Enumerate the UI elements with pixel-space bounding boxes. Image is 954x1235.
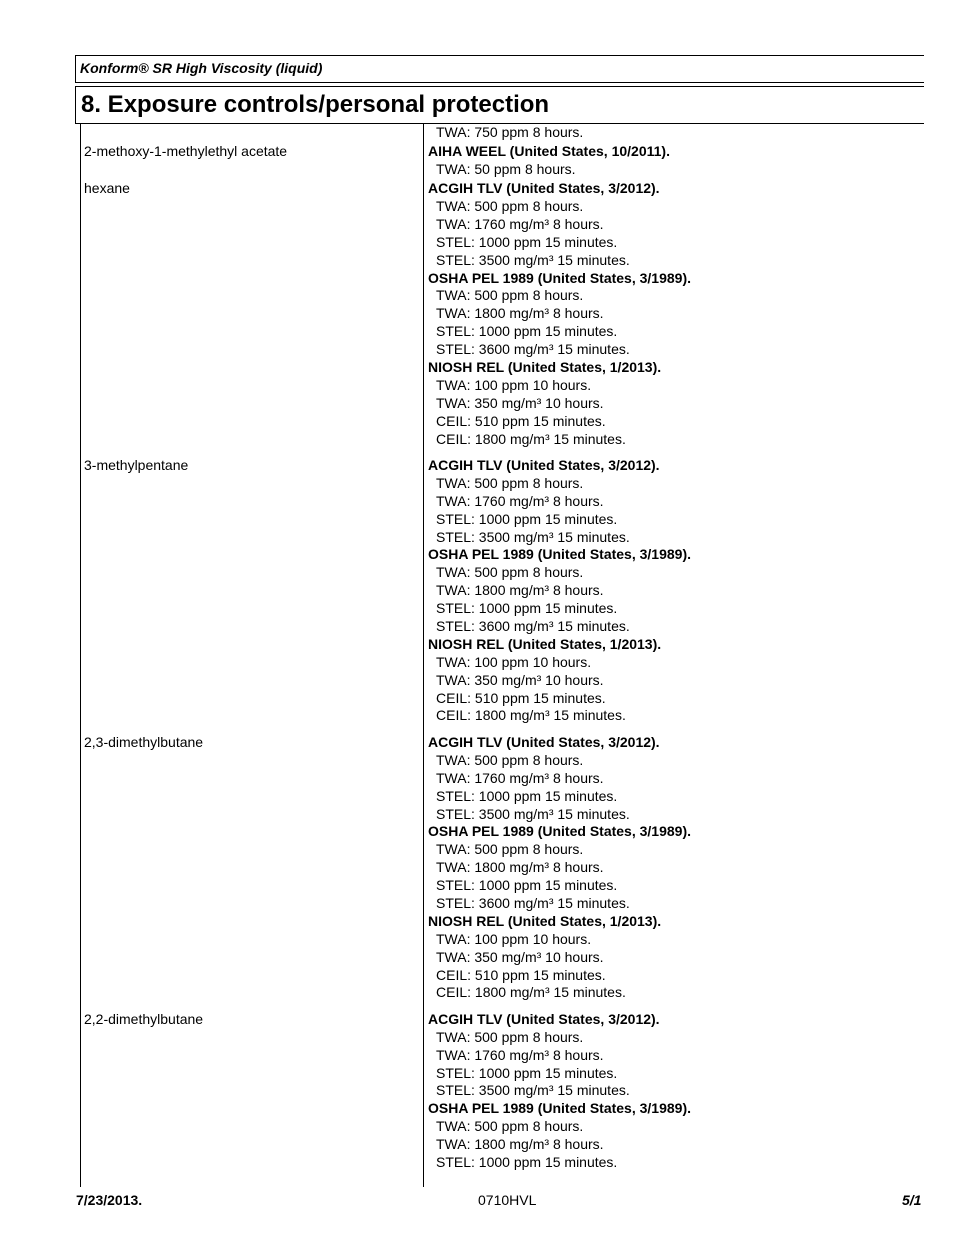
carryover-group	[84, 124, 924, 142]
limit-source-heading: NIOSH REL (United States, 1/2013).	[428, 358, 662, 375]
limit-value: TWA: 1760 mg/m³ 8 hours.	[436, 769, 604, 786]
limit-source-heading: ACGIH TLV (United States, 3/2012).	[428, 1010, 660, 1027]
limit-value: TWA: 1760 mg/m³ 8 hours.	[436, 492, 604, 509]
limit-source-heading: ACGIH TLV (United States, 3/2012).	[428, 733, 660, 750]
limit-value: STEL: 3600 mg/m³ 15 minutes.	[436, 341, 630, 358]
footer-product-code: 0710HVL	[478, 1192, 537, 1208]
limit-source-heading: OSHA PEL 1989 (United States, 3/1989).	[428, 1100, 691, 1117]
limit-value: TWA: 50 ppm 8 hours.	[436, 160, 576, 177]
limit-value: TWA: 350 mg/m³ 10 hours.	[436, 394, 604, 411]
limit-value: TWA: 1800 mg/m³ 8 hours.	[436, 1136, 604, 1153]
chemical-name: hexane	[84, 180, 130, 197]
limit-value: CEIL: 1800 mg/m³ 15 minutes.	[436, 707, 626, 724]
limit-value: STEL: 3500 mg/m³ 15 minutes.	[436, 805, 630, 822]
limit-value: TWA: 100 ppm 10 hours.	[436, 653, 592, 670]
exposure-limits	[428, 143, 928, 179]
limit-value: STEL: 1000 ppm 15 minutes.	[436, 600, 618, 617]
chemical-row	[84, 1011, 924, 1172]
chemical-name: 3-methylpentane	[84, 457, 189, 473]
limit-value: TWA: 500 ppm 8 hours.	[436, 474, 584, 491]
limit-value: TWA: 1760 mg/m³ 8 hours.	[436, 1046, 604, 1063]
limit-value: TWA: 500 ppm 8 hours.	[436, 287, 584, 304]
limit-value: STEL: 1000 ppm 15 minutes.	[436, 877, 618, 894]
chemical-name: 2,2-dimethylbutane	[84, 1010, 204, 1027]
product-name: Konform® SR High Viscosity (liquid)	[75, 55, 924, 83]
limit-value: STEL: 3600 mg/m³ 15 minutes.	[436, 618, 630, 635]
limit-source-heading: ACGIH TLV (United States, 3/2012).	[428, 457, 660, 473]
limit-value: CEIL: 510 ppm 15 minutes.	[436, 412, 606, 429]
chemical-name: 2-methoxy-1-methylethyl acetate	[84, 143, 288, 160]
limit-source-heading: OSHA PEL 1989 (United States, 3/1989).	[428, 823, 691, 840]
limit-value: TWA: 1800 mg/m³ 8 hours.	[436, 305, 604, 322]
limit-source-heading: NIOSH REL (United States, 1/2013).	[428, 912, 662, 929]
chemical-row	[84, 180, 924, 448]
limit-value: STEL: 1000 ppm 15 minutes.	[436, 510, 618, 527]
limit-source-heading: NIOSH REL (United States, 1/2013).	[428, 635, 662, 652]
limit-value: STEL: 3500 mg/m³ 15 minutes.	[436, 528, 630, 545]
limit-value: TWA: 1800 mg/m³ 8 hours.	[436, 582, 604, 599]
exposure-limits-table	[84, 124, 924, 1172]
chemical-name: 2,3-dimethylbutane	[84, 733, 204, 750]
limit-value: CEIL: 510 ppm 15 minutes.	[436, 689, 606, 706]
limit-value: TWA: 100 ppm 10 hours.	[436, 376, 592, 393]
carryover-limits	[428, 124, 928, 142]
limit-value: TWA: 350 mg/m³ 10 hours.	[436, 948, 604, 965]
limit-value: TWA: 350 mg/m³ 10 hours.	[436, 671, 604, 688]
exposure-limits	[428, 734, 928, 1002]
limit-value: TWA: 1760 mg/m³ 8 hours.	[436, 215, 604, 232]
limit-value: TWA: 500 ppm 8 hours.	[436, 1028, 584, 1045]
limit-value: TWA: 750 ppm 8 hours.	[436, 124, 584, 140]
limit-value: STEL: 3600 mg/m³ 15 minutes.	[436, 894, 630, 911]
footer-page-number: 5/1	[902, 1192, 922, 1208]
limit-source-heading: OSHA PEL 1989 (United States, 3/1989).	[428, 546, 691, 563]
limit-value: STEL: 1000 ppm 15 minutes.	[436, 1154, 618, 1171]
exposure-limits	[428, 1011, 928, 1172]
limit-value: TWA: 500 ppm 8 hours.	[436, 197, 584, 214]
chemical-row	[84, 143, 924, 179]
limit-value: STEL: 1000 ppm 15 minutes.	[436, 233, 618, 250]
limit-value: CEIL: 1800 mg/m³ 15 minutes.	[436, 430, 626, 447]
limit-value: CEIL: 1800 mg/m³ 15 minutes.	[436, 984, 626, 1001]
table-left-border	[80, 124, 81, 1187]
limit-value: TWA: 100 ppm 10 hours.	[436, 930, 592, 947]
footer-date: 7/23/2013.	[76, 1192, 143, 1208]
limit-value: STEL: 3500 mg/m³ 15 minutes.	[436, 251, 630, 268]
limit-value: TWA: 500 ppm 8 hours.	[436, 841, 584, 858]
limit-source-heading: ACGIH TLV (United States, 3/2012).	[428, 180, 660, 197]
limit-value: CEIL: 510 ppm 15 minutes.	[436, 966, 606, 983]
limit-value: TWA: 1800 mg/m³ 8 hours.	[436, 859, 604, 876]
exposure-limits	[428, 180, 928, 448]
limit-value: STEL: 1000 ppm 15 minutes.	[436, 323, 618, 340]
exposure-limits	[428, 457, 928, 725]
limit-value: STEL: 1000 ppm 15 minutes.	[436, 1064, 618, 1081]
limit-source-heading: AIHA WEEL (United States, 10/2011).	[428, 143, 670, 160]
limit-value: STEL: 3500 mg/m³ 15 minutes.	[436, 1082, 630, 1099]
chemical-row	[84, 734, 924, 1002]
limit-value: TWA: 500 ppm 8 hours.	[436, 1118, 584, 1135]
chemical-row	[84, 457, 924, 725]
limit-value: TWA: 500 ppm 8 hours.	[436, 564, 584, 581]
limit-value: STEL: 1000 ppm 15 minutes.	[436, 787, 618, 804]
limit-source-heading: OSHA PEL 1989 (United States, 3/1989).	[428, 269, 691, 286]
section-title: 8. Exposure controls/personal protection	[75, 86, 924, 124]
limit-value: TWA: 500 ppm 8 hours.	[436, 751, 584, 768]
